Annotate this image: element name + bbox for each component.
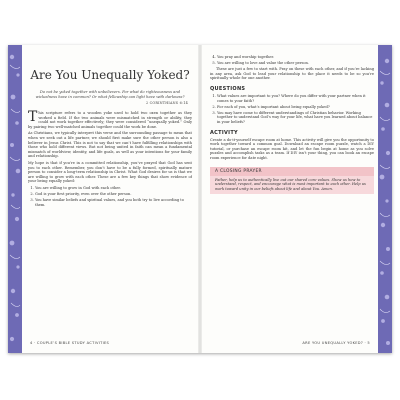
evidence-list-continued: [210, 55, 374, 66]
prayer-text: Father, help us to authentically live out our shared core values. Show us how to understand, respect, and encourage what is most important to each other. Help us work toward unity in our beliefs about life and about You. Amen.: [215, 177, 366, 191]
intro-paragraph: These are just a few to start with. Pray on these with each other, and if you’re lacking in any area, ask God to lead your relationship to the place it needs to be so you’re spiritually whole for one another.: [210, 67, 374, 81]
floral-border-left: [8, 45, 22, 353]
list-item: 3. You may have come to different understandings of Christian behavior. Working together to understand God’s way for your life, what have you learned about balance in your beliefs?: [217, 111, 374, 125]
scripture-verse: Do not be yoked together with unbelievers. For what do righteousness and wickedness have in common? Or what fellowship can light have with darkness?: [35, 90, 185, 99]
book-spread: [8, 45, 392, 353]
body-paragraph-3: My hope is that if you’re in a committed relationship, you’ve prayed that God has sent you to each other. Remember, you don’t have to be a fully formed, spiritually mature person to consider a long-term relationship in Christ. What God desires for us is that we are willing to grow with each other. These are a few key things that show evidence of your being equally yoked:: [28, 160, 192, 184]
activity-paragraph: Create a do-it-yourself escape room at home. This activity will give you the opportunity to work together toward a common goal. Download an escape room puzzle, watch a DIY tutorial, or purchase an escape room kit, and let the fun begin at home as you solve puzzles and accomplish tasks as a team. If DIY isn’t your thing, you can book an escape room experience for date night.: [210, 137, 374, 160]
scripture-reference: 2 CORINTHIANS 6:14: [145, 101, 188, 105]
list-item: 4. You pray and worship together.: [217, 55, 374, 60]
list-item: 2. For each of you, what’s important about being equally yoked?: [217, 105, 374, 110]
floral-border-right: [378, 45, 392, 353]
list-item: 5. You are willing to love and value the other person.: [217, 61, 374, 66]
left-page-footer: 4 · COUPLE’S BIBLE STUDY ACTIVITIES: [30, 341, 110, 345]
book-gutter: [198, 45, 202, 353]
list-item: 2. God is your first priority, even over the other person.: [35, 192, 192, 197]
questions-heading: QUESTIONS: [210, 85, 246, 92]
closing-prayer-box: [210, 167, 374, 195]
prayer-heading: A CLOSING PRAYER: [210, 167, 374, 176]
list-item: 1. What values are important to you? Where do you differ with your partner when it comes to your faith?: [217, 94, 374, 103]
questions-list: [210, 94, 374, 125]
list-item: 1. You are willing to grow in God with each other.: [35, 186, 192, 191]
left-page: [28, 55, 192, 335]
list-item: 3. You have similar beliefs and spiritual values, and you both try to live according to them.: [35, 198, 192, 207]
body-paragraph-2: As Christians, we typically interpret this verse and the surrounding passage to mean that when we seek out a life partner, we should first make sure the other person is also a believer in Jesus Christ. This is not to say that we can’t have fulfilling relationships with those who hold different views. But not being united in faith can mean a fundamental mismatch of worldview, identity, and life goals, as well as your intentions for your family and relationship.: [28, 131, 192, 159]
right-page: [210, 55, 374, 335]
right-page-footer: ARE YOU UNEQUALLY YOKED? · 5: [302, 341, 370, 345]
page-title: Are You Unequally Yoked?: [30, 68, 190, 82]
body-paragraph-1: This scripture refers to a wooden yoke used to hold two oxen together as they worked a field. If the two animals were mismatched in strength or ability, they could not work together effectively; they were considered “unequally yoked.” Only by pairing two well-matched animals together could the work be done.: [28, 109, 192, 129]
evidence-list: [28, 186, 192, 207]
activity-heading: ACTIVITY: [210, 129, 238, 136]
